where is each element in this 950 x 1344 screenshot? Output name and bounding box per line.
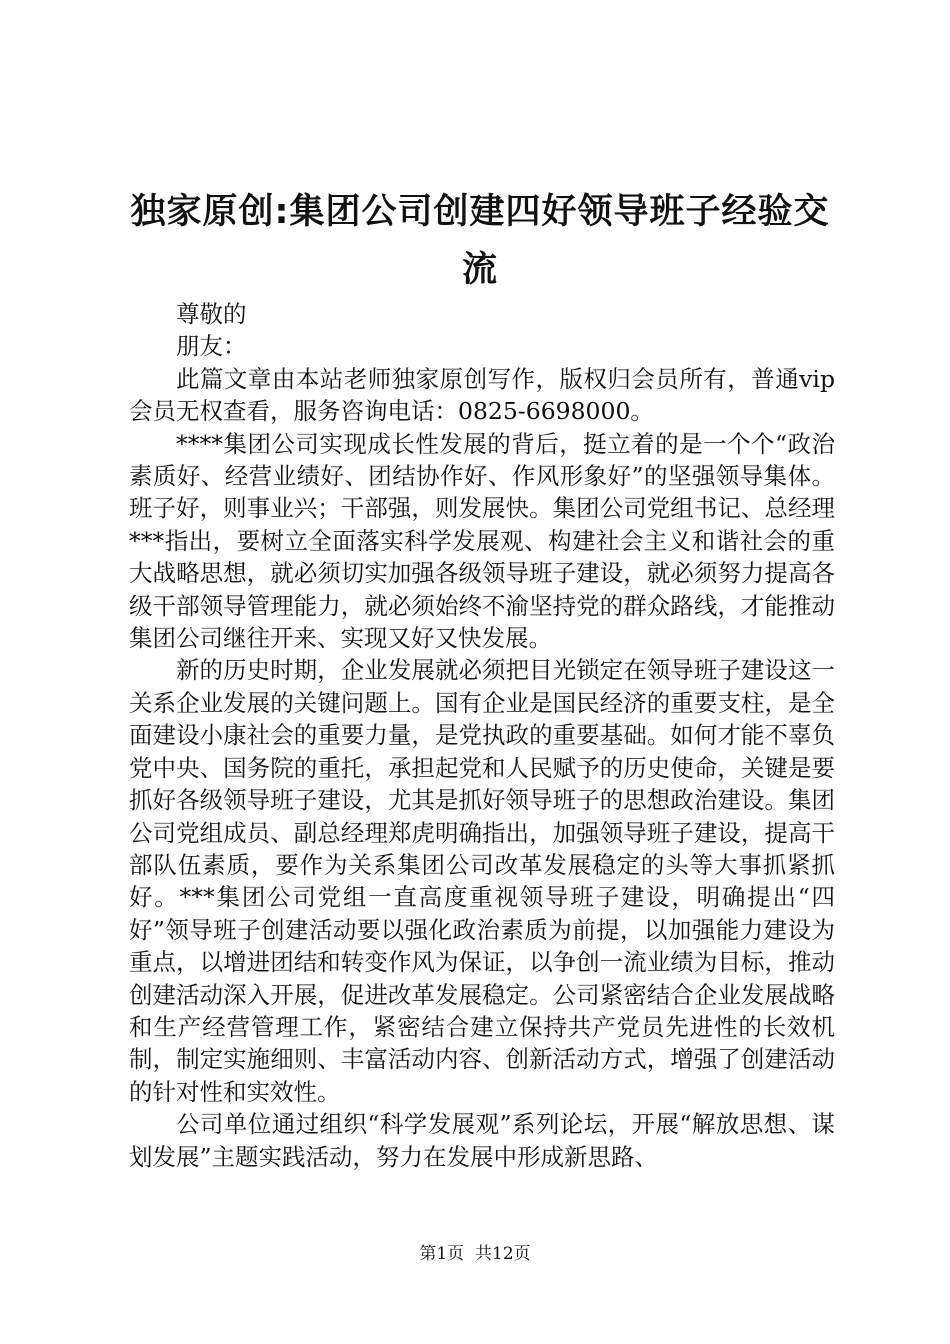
body-paragraph-3: 公司单位通过组织“科学发展观”系列论坛，开展“解放思想、谋划发展”主题实践活动，努力在发展中形成新思路、 [129, 1110, 835, 1171]
page-total: 共12页 [475, 1244, 531, 1264]
body-paragraph-2: 新的历史时期，企业发展就必须把目光锁定在领导班子建设这一关系企业发展的关键问题上。国有企业是国民经济的重要支柱，是全面建设小康社会的重要力量，是党执政的重要基础。如何才能不辜负党中央、国务院的重托，承担起党和人民赋予的历史使命，关键是要抓好各级领导班子建设，尤其是抓好领导班子的思想政治建设。集团公司党组成员、副总经理郑虎明确指出，加强领导班子建设，提高干部队伍素质，要作为关系集团公司改革发展稳定的头等大事抓紧抓好。***集团公司党组一直高度重视领导班子建设，明确提出“四好”领导班子创建活动要以强化政治素质为前提，以加强能力建设为重点，以增进团结和转变作风为保证，以争创一流业绩为目标，推动创建活动深入开展，促进改革发展稳定。公司紧密结合企业发展战略和生产经营管理工作，紧密结合建立保持共产党员先进性的长效机制，制定实施细则、丰富活动内容、创新活动方式，增强了创建活动的针对性和实效性。 [129, 656, 835, 1106]
salutation-line-1: 尊敬的 [176, 300, 247, 328]
document-title: 独家原创:集团公司创建四好领导班子经验交流 [130, 192, 830, 290]
salutation-line-2: 朋友： [176, 332, 247, 361]
page-footer [0, 1242, 950, 1266]
footer-gap [464, 1244, 475, 1264]
body-paragraph-1: ****集团公司实现成长性发展的背后，挺立着的是一个个“政治素质好、经营业绩好、团结协作好、作风形象好”的坚强领导集体。班子好，则事业兴；干部强，则发展快。集团公司党组书记、总经理***指出，要树立全面落实科学发展观、构建社会主义和谐社会的重大战略思想，就必须切实加强各级领导班子建设，就必须努力提高各级干部领导管理能力，就必须始终不渝坚持党的群众路线，才能推动集团公司继往开来、实现又好又快发展。 [129, 429, 835, 653]
copyright-notice-paragraph: 此篇文章由本站老师独家原创写作，版权归会员所有，普通vip会员无权查看，服务咨询电话：0825-6698000。 [129, 364, 835, 426]
page-number: 第1页 [419, 1244, 465, 1264]
document-body [129, 298, 835, 1173]
